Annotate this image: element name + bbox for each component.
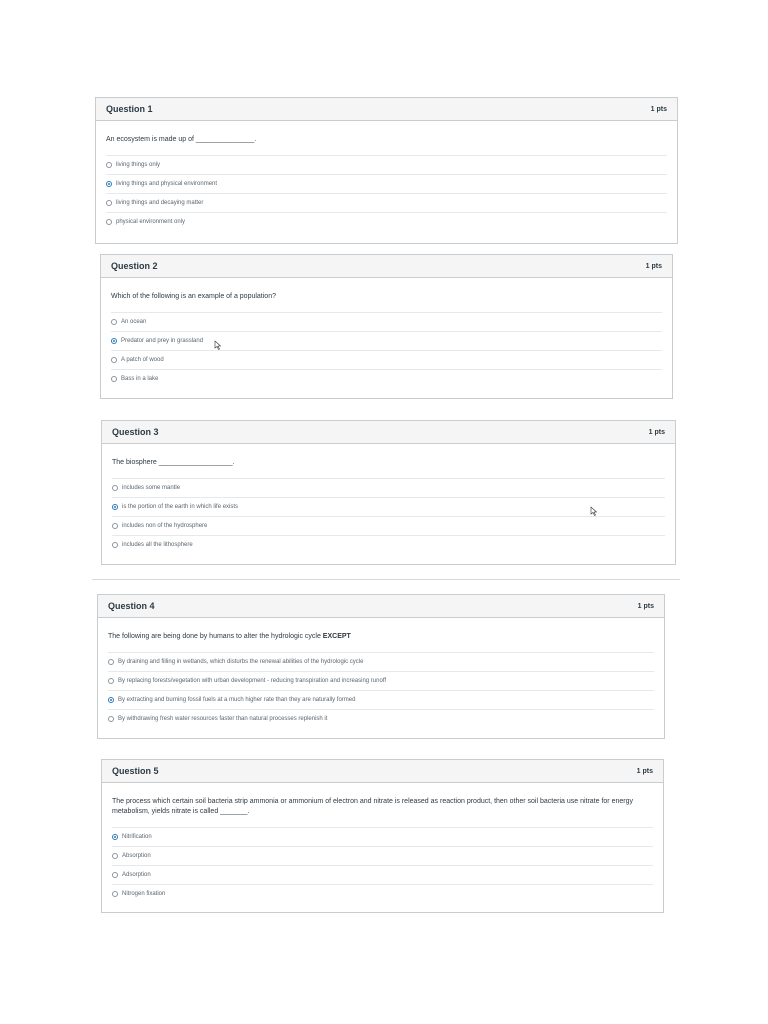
answer-label: By withdrawing fresh water resources faster than natural processes replenish it xyxy=(118,716,328,722)
answer-list xyxy=(98,652,664,732)
question-card-2 xyxy=(100,254,673,399)
radio-button[interactable] xyxy=(108,678,114,684)
radio-button[interactable] xyxy=(106,181,112,187)
question-points: 1 pts xyxy=(637,602,654,610)
answer-option[interactable] xyxy=(111,331,662,350)
radio-button[interactable] xyxy=(111,319,117,325)
radio-button[interactable] xyxy=(112,834,118,840)
question-points: 1 pts xyxy=(648,428,665,436)
answer-option[interactable] xyxy=(106,193,667,212)
question-text: Which of the following is an example of a population? xyxy=(111,293,276,300)
question-header xyxy=(102,421,675,444)
radio-button[interactable] xyxy=(111,338,117,344)
answer-option[interactable] xyxy=(112,846,653,865)
mouse-cursor-icon xyxy=(590,506,598,516)
answer-list xyxy=(102,827,663,907)
question-header xyxy=(96,98,677,121)
answer-label: By replacing forests/vegetation with urban development - reducing transpiration and increasing runoff xyxy=(118,678,387,684)
question-text-main: The following are being done by humans to alter the hydrologic cycle xyxy=(108,633,323,640)
question-header xyxy=(102,760,663,783)
answer-label: living things only xyxy=(116,162,161,168)
question-card-3 xyxy=(101,420,676,565)
answer-list xyxy=(102,478,675,558)
question-points: 1 pts xyxy=(645,262,662,270)
answer-option[interactable] xyxy=(112,827,653,846)
answer-list xyxy=(101,312,672,392)
answer-option[interactable] xyxy=(111,369,662,388)
answer-option[interactable] xyxy=(108,709,654,728)
question-title: Question 5 xyxy=(112,766,159,776)
answer-label: physical environment only xyxy=(116,219,186,225)
answer-option[interactable] xyxy=(108,671,654,690)
answer-label: includes non of the hydrosphere xyxy=(122,523,208,529)
question-title: Question 1 xyxy=(106,104,153,114)
answer-option[interactable] xyxy=(112,884,653,903)
radio-button[interactable] xyxy=(108,659,114,665)
radio-button[interactable] xyxy=(111,376,117,382)
question-card-5 xyxy=(101,759,664,913)
radio-button[interactable] xyxy=(108,716,114,722)
answer-option[interactable] xyxy=(108,652,654,671)
radio-button[interactable] xyxy=(108,697,114,703)
question-title: Question 3 xyxy=(112,427,159,437)
question-text: The biosphere ___________________. xyxy=(112,459,235,466)
radio-button[interactable] xyxy=(112,485,118,491)
answer-option[interactable] xyxy=(112,516,665,535)
question-points: 1 pts xyxy=(650,105,667,113)
answer-option[interactable] xyxy=(111,312,662,331)
answer-label: is the portion of the earth in which life exists xyxy=(122,504,239,510)
answer-label: Adsorption xyxy=(122,872,151,878)
answer-option[interactable] xyxy=(108,690,654,709)
answer-label: Bass in a lake xyxy=(121,376,159,382)
answer-label: By extracting and burning fossil fuels at a much higher rate than they are naturally formed xyxy=(118,697,356,703)
answer-label: living things and decaying matter xyxy=(116,200,204,206)
question-title: Question 4 xyxy=(108,601,155,611)
answer-label: includes some mantle xyxy=(122,485,181,491)
question-card-1 xyxy=(95,97,678,244)
answer-option[interactable] xyxy=(106,212,667,231)
radio-button[interactable] xyxy=(111,357,117,363)
answer-label: A patch of wood xyxy=(121,357,164,363)
answer-label: By draining and filling in wetlands, which disturbs the renewal abilities of the hydrologic cycle xyxy=(118,659,364,665)
radio-button[interactable] xyxy=(106,200,112,206)
radio-button[interactable] xyxy=(112,504,118,510)
answer-label: An ocean xyxy=(121,319,147,325)
radio-button[interactable] xyxy=(106,162,112,168)
answer-option[interactable] xyxy=(111,350,662,369)
answer-label: Predator and prey in grassland xyxy=(121,338,204,344)
radio-button[interactable] xyxy=(112,891,118,897)
radio-button[interactable] xyxy=(112,853,118,859)
mouse-cursor-icon xyxy=(214,340,222,350)
answer-option[interactable] xyxy=(106,155,667,174)
section-divider xyxy=(92,579,680,580)
answer-label: Nitrification xyxy=(122,834,152,840)
question-header xyxy=(101,255,672,278)
question-text xyxy=(98,618,664,652)
question-text: An ecosystem is made up of _______________. xyxy=(106,136,257,143)
answer-label: Nitrogen fixation xyxy=(122,891,166,897)
radio-button[interactable] xyxy=(106,219,112,225)
answer-option[interactable] xyxy=(112,478,665,497)
radio-button[interactable] xyxy=(112,872,118,878)
question-header xyxy=(98,595,664,618)
answer-label: includes all the lithosphere xyxy=(122,542,193,548)
radio-button[interactable] xyxy=(112,523,118,529)
answer-label: Absorption xyxy=(122,853,151,859)
answer-label: living things and physical environment xyxy=(116,181,218,187)
answer-option[interactable] xyxy=(112,497,665,516)
question-points: 1 pts xyxy=(636,767,653,775)
answer-option[interactable] xyxy=(112,535,665,554)
answer-list xyxy=(96,155,677,235)
answer-option[interactable] xyxy=(106,174,667,193)
question-text: The process which certain soil bacteria strip ammonia or ammonium of electron and nitrate is released as reaction product, then other soil bacteria use nitrate for energy metabolism, yields nitrate is called _______. xyxy=(112,798,633,815)
answer-option[interactable] xyxy=(112,865,653,884)
question-text-emphasis: EXCEPT xyxy=(322,633,351,640)
radio-button[interactable] xyxy=(112,542,118,548)
question-title: Question 2 xyxy=(111,261,158,271)
question-card-4 xyxy=(97,594,665,739)
